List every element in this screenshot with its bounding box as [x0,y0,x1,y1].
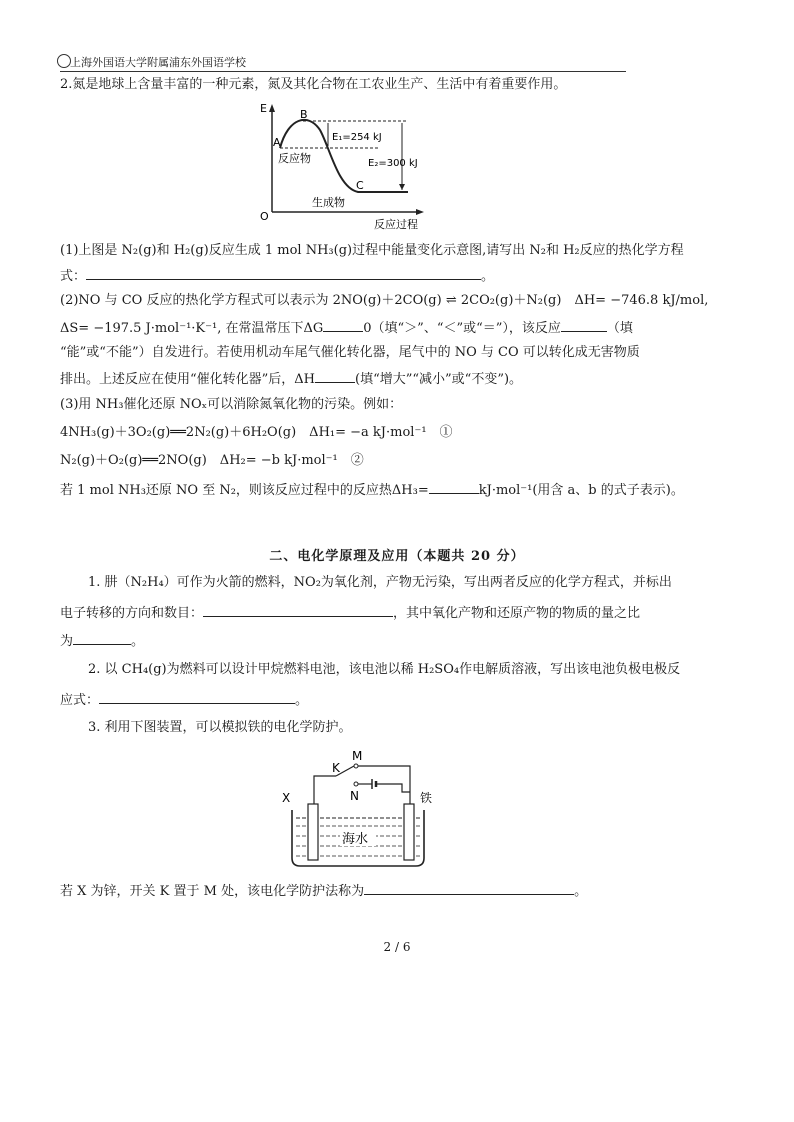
q2-line4: 排出。上述反应在使用“催化转化器”后，ΔH (填“增大”“减小”或“不变”)。 [60,368,522,390]
point-c: C [356,179,364,192]
x-label: 反应过程 [374,218,418,230]
q3-answer-blank[interactable] [429,479,479,494]
school-logo-icon [57,54,71,68]
label-seawater: 海水 [342,832,369,847]
s2-p3-answer-blank[interactable] [364,880,574,895]
s2-p3-last: 若 X 为锌，开关 K 置于 M 处，该电化学防护法称为 。 [60,880,587,902]
q2-spontaneous-blank[interactable] [561,317,607,332]
e2-label: E₂=300 kJ [368,158,418,169]
header-rule [60,71,626,72]
contact-n [354,782,358,786]
s2-p1-line3: 为 。 [60,630,144,652]
y-label: E [260,102,267,115]
s2-p1-line2: 电子转移的方向和数目： ，其中氧化产物和还原产物的物质的量之比 [60,602,640,624]
label-m: M [352,749,363,763]
electrochem-apparatus [276,746,446,876]
y-axis-arrow [269,104,275,112]
products-label: 生成物 [312,196,345,209]
section2-title: 二、电化学原理及应用（本题共 20 分） [269,549,525,564]
label-iron: 铁 [420,791,433,805]
point-b: B [300,108,308,121]
electrode-iron [404,804,414,860]
q1-answer-blank[interactable] [86,265,481,280]
contact-m [354,764,358,768]
q3-line4: 若 1 mol NH₃还原 NO 至 N₂，则该反应过程中的反应热ΔH₃= kJ·mol⁻¹(用含 a、b 的式子表示)。 [60,479,684,501]
s2-p3-line1: 3. 利用下图装置，可以模拟铁的电化学防护。 [88,720,352,735]
q2-line3: “能”或“不能”）自发进行。若使用机动车尾气催化转化器，尾气中的 NO 与 CO 可以转化成无害物质 [60,345,640,360]
page-number: 2 / 6 [383,940,411,954]
q2-deltah-blank[interactable] [315,368,355,383]
s2-p2-answer-blank[interactable] [99,689,295,704]
q3-eq1: 4NH₃(g)＋3O₂(g)══2N₂(g)＋6H₂O(g) ΔH₁= −a kJ·mol⁻¹ ① [60,425,453,440]
s2-p1-line1: 1. 肼（N₂H₄）可作为火箭的燃料，NO₂为氧化剂，产物无污染，写出两者反应的化学方程式，并标出 [88,575,672,590]
q2-deltag-blank[interactable] [323,317,363,332]
s2-p1-equation-blank[interactable] [203,602,393,617]
q2-line1: (2)NO 与 CO 反应的热化学方程式可以表示为 2NO(g)＋2CO(g) ⇌ 2CO₂(g)＋N₂(g) ΔH= −746.8 kJ/mol, [60,293,709,308]
reactants-label: 反应物 [278,152,311,165]
point-a: A [273,136,281,149]
s2-p1-ratio-blank[interactable] [73,630,131,645]
label-x: X [282,791,291,805]
energy-diagram [258,100,448,230]
x-axis-arrow [416,209,424,215]
q1-line2: 式： 。 [60,265,494,287]
school-name: 上海外国语大学附属浦东外国语学校 [70,56,246,69]
q2-intro: 2.氮是地球上含量丰富的一种元素，氮及其化合物在工农业生产、生活中有着重要作用。 [60,77,567,92]
s2-p2-line2: 应式： 。 [60,689,308,711]
q2-line2: ΔS= −197.5 J·mol⁻¹·K⁻¹, 在常温常压下ΔG 0（填“＞”、“＜”或“＝”），该反应 （填 [60,317,633,339]
q1-line1: (1)上图是 N₂(g)和 H₂(g)反应生成 1 mol NH₃(g)过程中能量变化示意图,请写出 N₂和 H₂反应的热化学方程 [60,243,684,258]
s2-p2-line1: 2. 以 CH₄(g)为燃料可以设计甲烷燃料电池，该电池以稀 H₂SO₄作电解质溶液，写出该电池负极电极反 [88,662,681,677]
label-k: K [332,761,340,775]
electrode-x [308,804,318,860]
origin-label: O [260,210,269,223]
label-n: N [350,789,359,803]
q3-eq2: N₂(g)＋O₂(g)══2NO(g) ΔH₂= −b kJ·mol⁻¹ ② [60,453,364,468]
q3-line1: (3)用 NH₃催化还原 NOₓ可以消除氮氧化物的污染。例如： [60,397,403,412]
e1-label: E₁=254 kJ [332,132,382,143]
